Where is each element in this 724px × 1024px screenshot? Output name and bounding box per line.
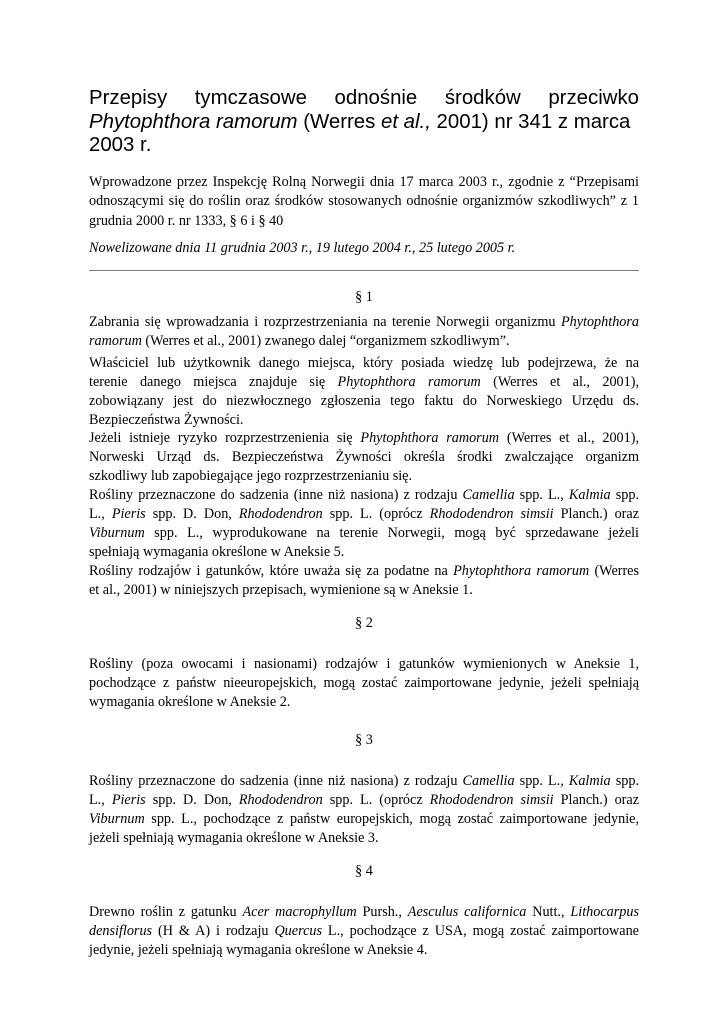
section-1-heading: § 1 [355,289,373,305]
section-1-paragraph-4: Rośliny przeznaczone do sadzenia (inne niż nasiona) z rodzaju Camellia spp. L., Kalmia spp. L., Pieris spp. D. Don, Rhododendron spp. L. (oprócz Rhododendron simsii Planch.) oraz Viburnum spp. L., wyprodukowane na terenie Norwegii, mogą być sprzedawane jeżeli spełniają wymagania określone w Aneksie 5. [89,487,640,560]
section-2-heading: § 2 [355,615,373,631]
intro-paragraph: Wprowadzone przez Inspekcję Rolną Norwegii dnia 17 marca 2003 r., zgodnie z “Przepisami odnoszącymi się do roślin oraz środków stosowanych odnośnie organizmów szkodliwych” z 1 grudnia 2000 r. nr 1333, § 6 i § 40 [89,174,639,229]
section-1-paragraph-5: Rośliny rodzajów i gatunków, które uważa się za podatne na Phytophthora ramorum (Werres et al., 2001) w niniejszych przepisach, wymienione są w Aneksie 1. [89,563,640,598]
title-line-1: Przepisy tymczasowe odnośnie środków przeciwko [89,87,639,109]
section-1-paragraph-3: Jeżeli istnieje ryzyko rozprzestrzenienia się Phytophthora ramorum (Werres et al., 2001), Norweski Urząd ds. Bezpieczeństwa Żywności określa środki zwalczające organizm szkodliwy lub zapobiegające jego rozprzestrzenianiu się. [89,430,640,484]
section-2-paragraph-1: Rośliny (poza owocami i nasionami) rodzajów i gatunków wymienionych w Aneksie 1, pochodzące z państw nieeuropejskich, mogą zostać zaimportowane jedynie, jeżeli spełniają wymagania określone w Aneksie 2. [89,656,639,710]
title-line-2: Phytophthora ramorum (Werres et al., 2001) nr 341 z marca [89,110,631,133]
section-3-paragraph-1: Rośliny przeznaczone do sadzenia (inne niż nasiona) z rodzaju Camellia spp. L., Kalmia spp. L., Pieris spp. D. Don, Rhododendron spp. L. (oprócz Rhododendron simsii Planch.) oraz Viburnum spp. L., pochodzące z państw europejskich, mogą zostać zaimportowane jedynie, jeżeli spełniają wymagania określone w Aneksie 3. [89,773,640,846]
section-1-paragraph-2: Właściciel lub użytkownik danego miejsca, który posiada wiedzę lub podejrzewa, że na terenie danego miejsca znajduje się Phytophthora ramorum (Werres et al., 2001), zobowiązany jest do niezwłocznego zgłoszenia tego faktu do Norweskiego Urzędu ds. Bezpieczeństwa Żywności. [89,355,639,428]
section-4-paragraph-1: Drewno roślin z gatunku Acer macrophyllum Pursh., Aesculus californica Nutt., Lithocarpus densiflorus (H & A) i rodzaju Quercus L., pochodzące z USA, mogą zostać zaimportowane jedynie, jeżeli spełniają wymagania określone w Aneksie 4. [89,904,639,958]
document-title [89,87,639,158]
section-4-heading: § 4 [355,863,373,879]
section-3-heading: § 3 [355,732,373,748]
horizontal-divider [89,270,639,271]
title-line-3: 2003 r. [89,134,152,157]
section-1-paragraph-1: Zabrania się wprowadzania i rozprzestrzeniania na terenie Norwegii organizmu Phytophthora ramorum (Werres et al., 2001) zwanego dalej “organizmem szkodliwym”. [89,314,639,349]
amendments-note: Nowelizowane dnia 11 grudnia 2003 r., 19 lutego 2004 r., 25 lutego 2005 r. [89,240,516,256]
title-species-name: Phytophthora ramorum [89,110,298,133]
